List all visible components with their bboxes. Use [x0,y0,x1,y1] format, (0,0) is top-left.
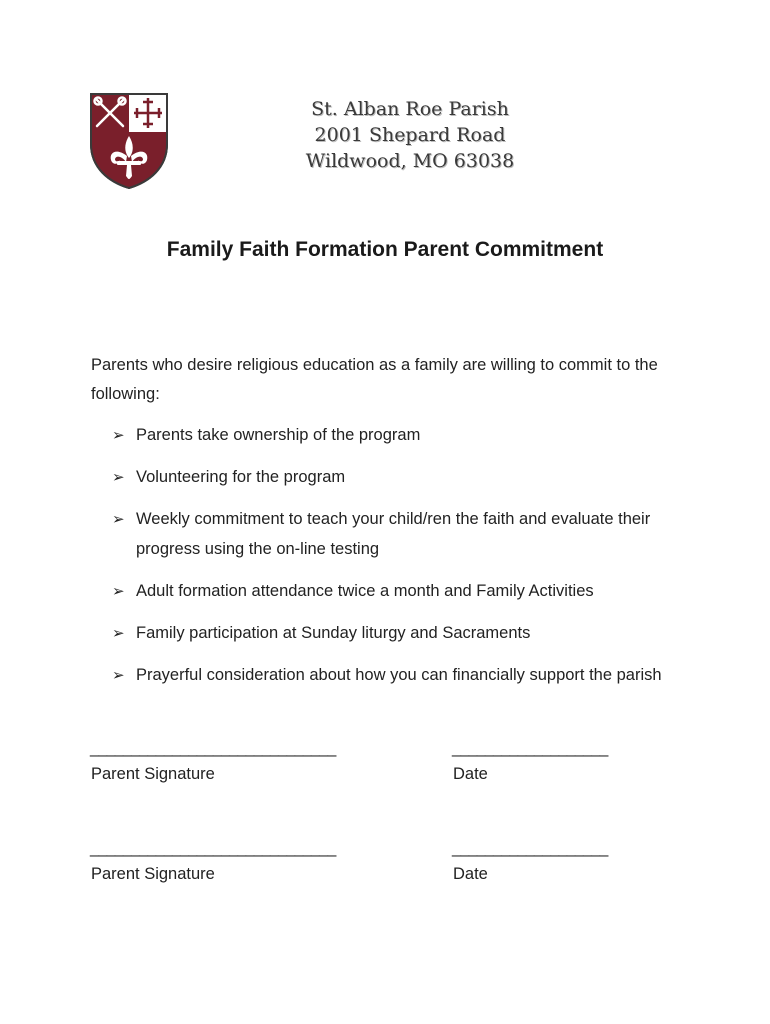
list-item-text: Parents take ownership of the program [136,426,421,444]
signature-line[interactable]: ______________________________ [90,839,336,857]
list-item-text: Volunteering for the program [136,468,346,486]
list-item [112,619,712,649]
parish-name: St. Alban Roe Parish [311,98,509,120]
parish-city: Wildwood, MO 63038 [305,150,515,172]
parish-street: 2001 Shepard Road [314,124,506,146]
list-item [112,421,712,451]
list-item-text: Family participation at Sunday liturgy and Sacraments [136,623,531,642]
document-title: Family Faith Formation Parent Commitment [166,238,604,261]
commitment-list [112,421,712,690]
list-item-text: Weekly commitment to teach your child/ren the faith and evaluate their progress using the on-line testing [136,510,651,558]
list-item [112,463,712,493]
arrow-bullet-icon: ➢ [112,511,125,528]
arrow-bullet-icon: ➢ [112,624,125,642]
list-item-text: Prayerful consideration about how you can financially support the parish [136,665,662,684]
arrow-bullet-icon: ➢ [112,582,125,600]
signature-line[interactable]: ______________________________ [90,739,336,757]
date-label: Date [453,865,488,883]
list-item [112,661,712,691]
arrow-bullet-icon: ➢ [112,666,125,684]
parent-signature-label: Parent Signature [91,865,215,883]
date-label: Date [453,765,488,783]
date-line[interactable]: ___________________ [452,839,608,857]
arrow-bullet-icon: ➢ [112,469,125,486]
parent-signature-label: Parent Signature [91,765,215,783]
list-item [112,505,712,564]
list-item-text: Adult formation attendance twice a month and Family Activities [136,581,594,600]
letterhead [250,96,570,174]
intro-paragraph: Parents who desire religious education as a family are willing to commit to the following: [91,356,658,403]
arrow-bullet-icon: ➢ [112,427,125,444]
list-item [112,577,712,607]
date-line[interactable]: ___________________ [452,739,608,757]
parish-crest-icon [89,92,169,190]
